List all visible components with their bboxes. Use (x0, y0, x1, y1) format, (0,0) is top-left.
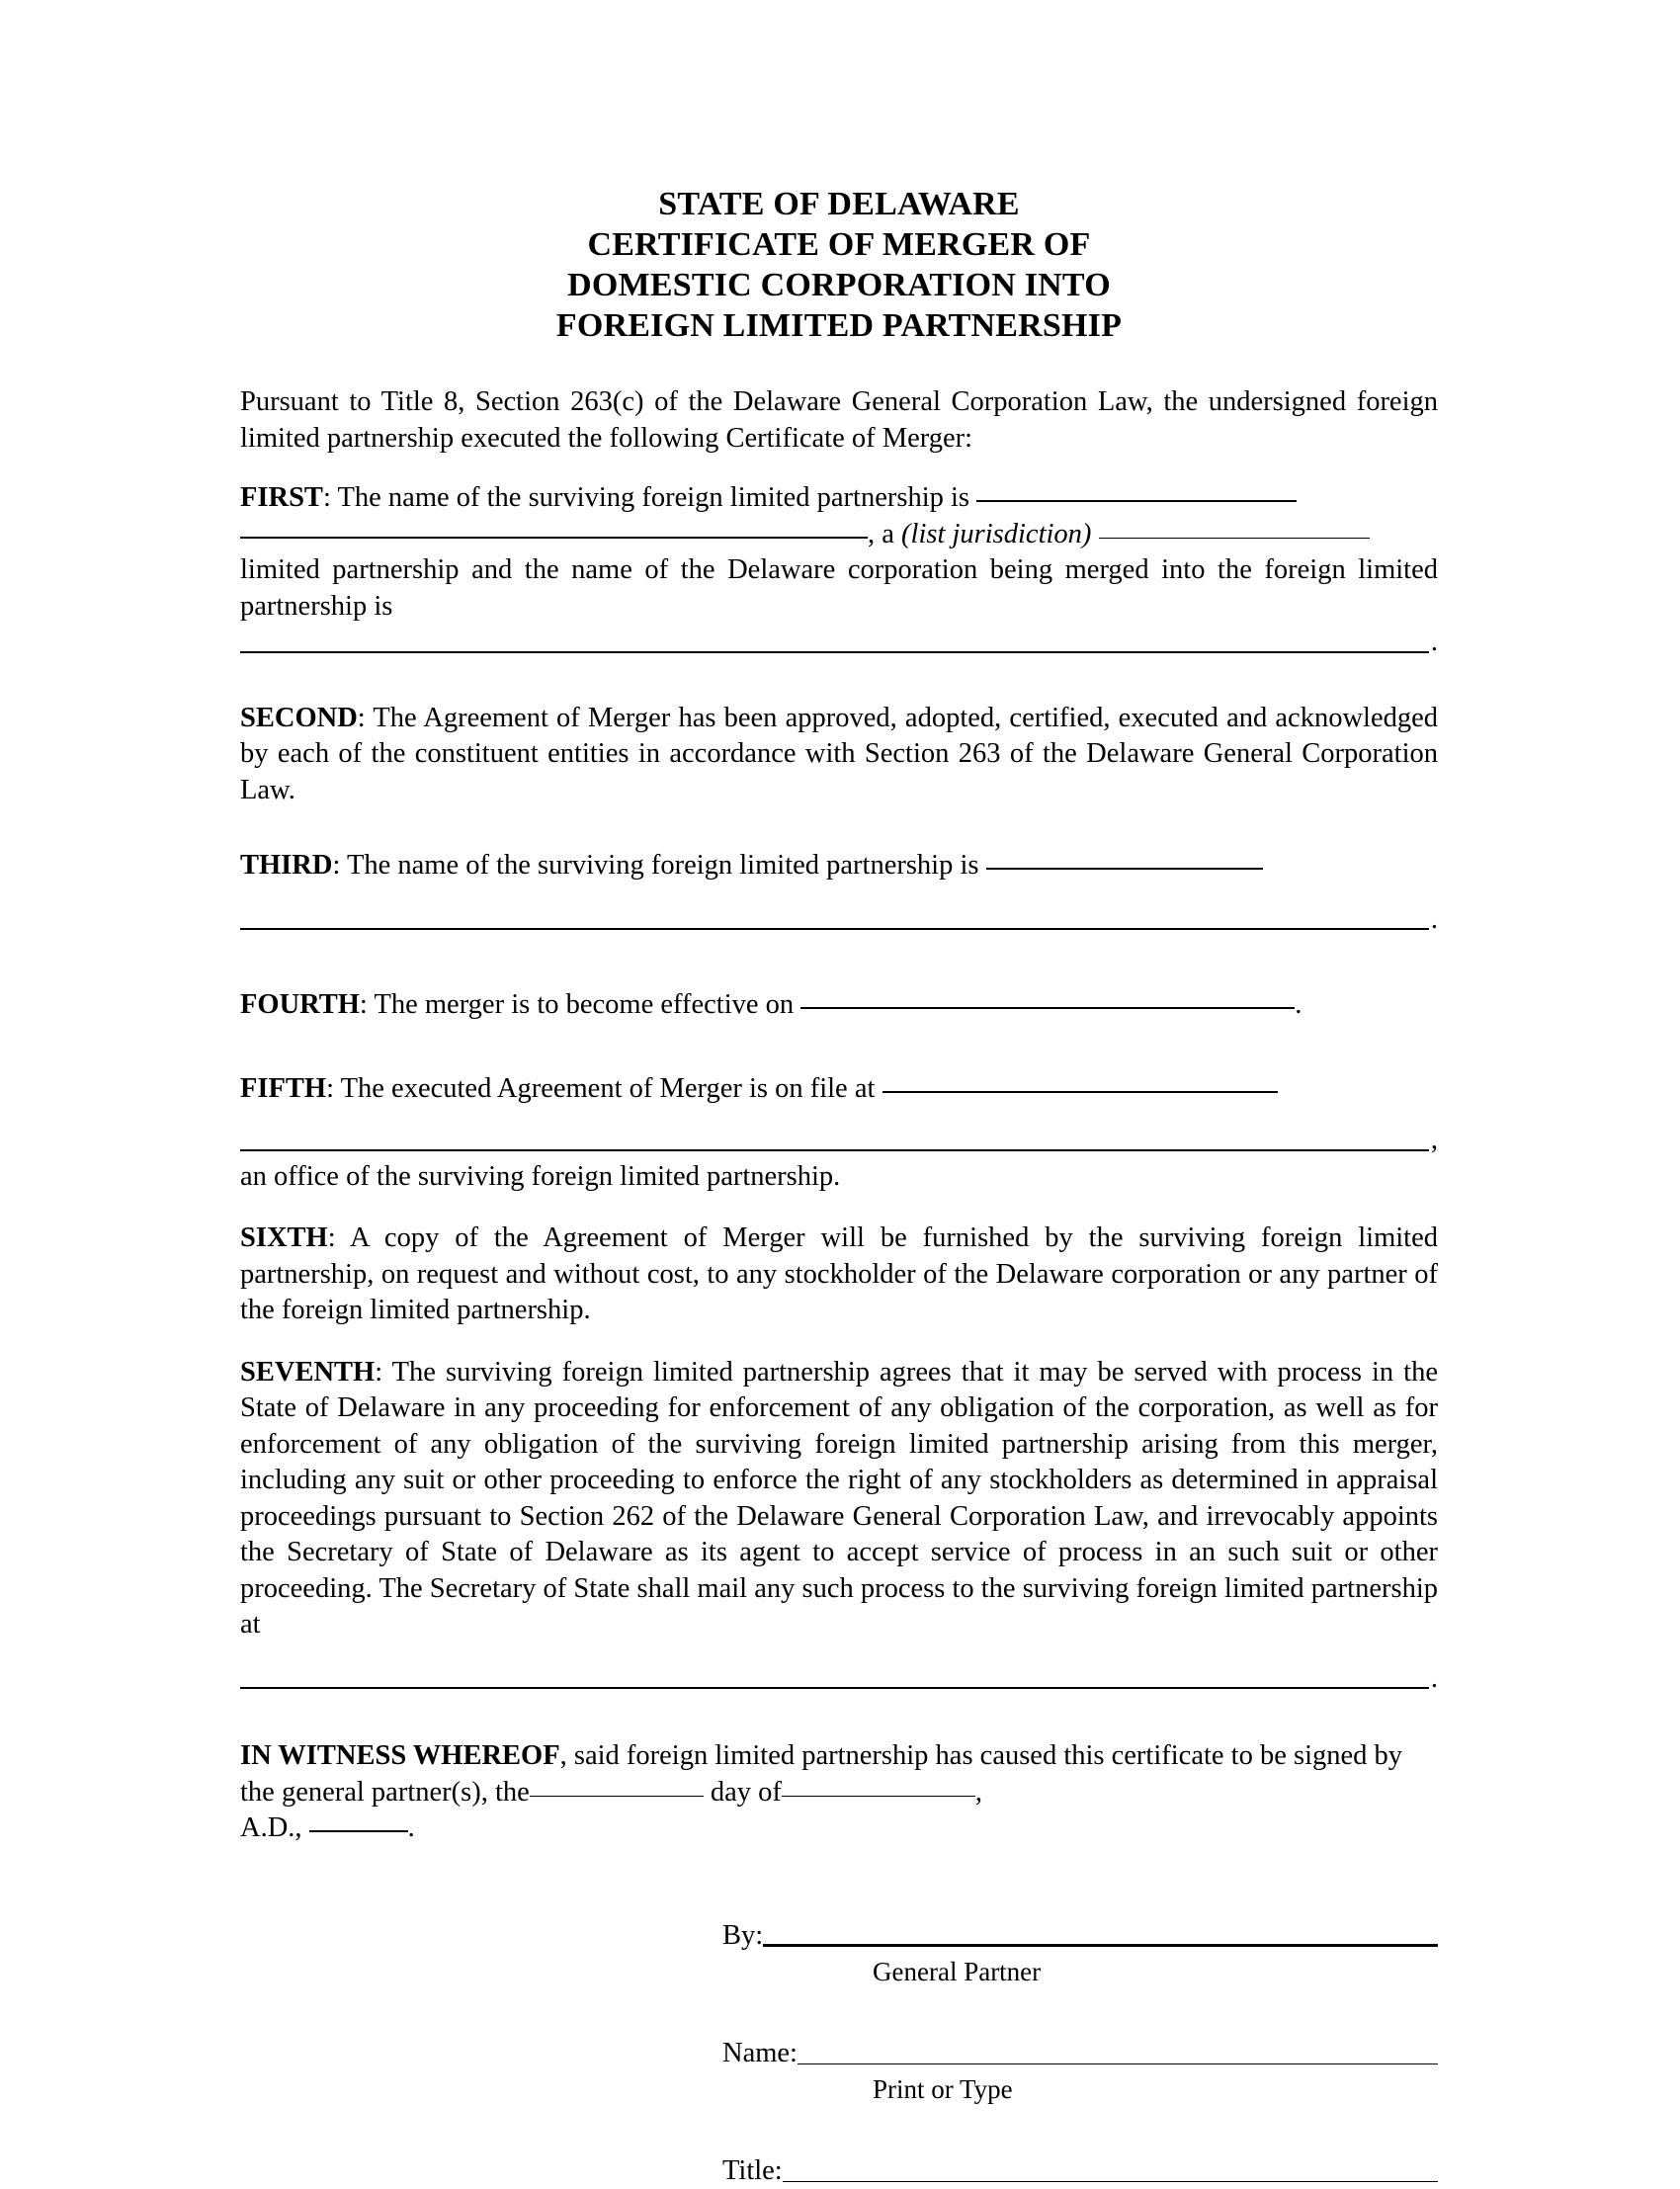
document-content (240, 0, 1438, 2189)
article-fifth (240, 1071, 1438, 1196)
seventh-address-blank[interactable] (240, 1687, 1429, 1689)
signature-name-line[interactable] (798, 2063, 1438, 2064)
witness-month-blank[interactable] (782, 1796, 975, 1797)
article-fifth-text: : The executed Agreement of Merger is on file at (326, 1072, 876, 1104)
title-line-2: CERTIFICATE OF MERGER OF (587, 226, 1091, 263)
fifth-office-blank-b[interactable] (240, 1149, 1429, 1151)
witness-clause (240, 1738, 1438, 1847)
first-name-blank-a[interactable] (976, 500, 1297, 502)
page-title (240, 0, 1438, 346)
article-first-text-1: : The name of the surviving foreign limited partnership is (322, 482, 969, 513)
witness-comma: , (974, 1776, 983, 1808)
fifth-office-blank-row (240, 1123, 1438, 1159)
signature-by-caption: General Partner (873, 1956, 1042, 1986)
article-sixth (240, 1221, 1438, 1329)
signature-name-caption: Print or Type (873, 2073, 1013, 2104)
witness-text-3: A.D., (240, 1812, 302, 1843)
article-second-text: : The Agreement of Merger has been approved, adopted, certified, executed and acknowledged by each of the constituent entities in accordance with Section 263 of the Delaware General Corporation Law. (240, 702, 1438, 805)
signature-name-row (722, 2036, 1438, 2071)
signature-name-label: Name: (722, 2037, 798, 2068)
article-sixth-text: : A copy of the Agreement of Merger will be furnished by the surviving foreign limited partnership, on request and without cost, to any stockholder of the Delaware corporation or any partner of the foreign limited partnership. (240, 1222, 1438, 1325)
signature-title-label: Title: (722, 2154, 783, 2186)
signature-by-line[interactable] (763, 1944, 1438, 1947)
fourth-effective-date-blank[interactable] (800, 1007, 1295, 1009)
signature-block (722, 1918, 1438, 2189)
fifth-office-blank-a[interactable] (882, 1091, 1278, 1093)
article-third-text: : The name of the surviving foreign limited partnership is (332, 850, 979, 881)
article-sixth-label: SIXTH (240, 1222, 328, 1253)
article-second (240, 701, 1438, 809)
article-fifth-label: FIFTH (240, 1072, 327, 1104)
witness-terminator: . (407, 1812, 415, 1843)
signature-title-row (722, 2153, 1438, 2189)
third-name-blank-row (240, 902, 1438, 939)
first-jurisdiction-hint: (list jurisdiction) (901, 518, 1092, 549)
article-fifth-terminator: , (1430, 1125, 1438, 1155)
third-name-blank-b[interactable] (240, 928, 1429, 930)
first-delaware-corp-blank[interactable] (240, 651, 1429, 653)
intro-paragraph: Pursuant to Title 8, Section 263(c) of the Delaware General Corporation Law, the undersigned foreign limited partnership executed the following Certificate of Merger: (240, 386, 1438, 454)
witness-label: IN WITNESS WHEREOF (240, 1740, 560, 1771)
article-first-text-2: , a (868, 518, 894, 549)
signature-by-label: By: (722, 1919, 764, 1951)
article-first-text-3: limited partnership and the name of the Delaware corporation being merged into the foreign limited partnership is (240, 554, 1438, 622)
title-line-3: DOMESTIC CORPORATION INTO (567, 267, 1111, 303)
article-third-terminator: . (1430, 903, 1438, 935)
article-first-label: FIRST (240, 482, 323, 513)
witness-text-2: day of (710, 1776, 782, 1808)
signature-title-line[interactable] (783, 2181, 1438, 2182)
first-jurisdiction-blank[interactable] (1099, 538, 1370, 539)
witness-year-blank[interactable] (309, 1830, 408, 1832)
first-name-blank-b[interactable] (240, 537, 868, 539)
article-fourth-label: FOURTH (240, 989, 360, 1020)
article-second-label: SECOND (240, 702, 358, 733)
article-seventh-text: : The surviving foreign limited partnership agrees that it may be served with process in the State of Delaware in any proceeding for enforcement of any obligation of the corporation, as well as for enforcement of any obligation of the surviving foreign limited partnership arising from this merger, including any suit or other proceeding to enforce the right of any stockholders as determined in appraisal proceedings pursuant to Section 262 of the Delaware General Corporation Law, and irrevocably appoints the Secretary of State of Delaware as its agent to accept service of process in an such suit or other proceeding. The Secretary of State shall mail any such process to the surviving foreign limited partnership at (240, 1356, 1438, 1640)
article-third-label: THIRD (240, 850, 333, 881)
first-delaware-corp-blank-row (240, 625, 1438, 661)
third-name-blank-a[interactable] (986, 868, 1263, 870)
article-seventh-label: SEVENTH (240, 1356, 376, 1388)
witness-day-blank[interactable] (530, 1796, 704, 1797)
seventh-address-blank-row (240, 1661, 1438, 1698)
article-first-terminator: . (1430, 627, 1438, 657)
title-line-4: FOREIGN LIMITED PARTNERSHIP (555, 307, 1123, 344)
signature-by-row (722, 1918, 1438, 1954)
article-third (240, 848, 1438, 938)
article-fourth-text: : The merger is to become effective on (359, 989, 795, 1020)
article-seventh (240, 1355, 1438, 1698)
article-first (240, 480, 1438, 661)
witness-text-1: , said foreign limited partnership has caused this certificate to be signed by the general partner(s), the (240, 1740, 1403, 1808)
article-fourth-terminator: . (1295, 989, 1302, 1020)
title-line-1: STATE OF DELAWARE (658, 186, 1020, 222)
article-fourth (240, 987, 1438, 1024)
article-seventh-terminator: . (1430, 1662, 1438, 1694)
article-fifth-text-after: an office of the surviving foreign limited partnership. (240, 1160, 841, 1192)
